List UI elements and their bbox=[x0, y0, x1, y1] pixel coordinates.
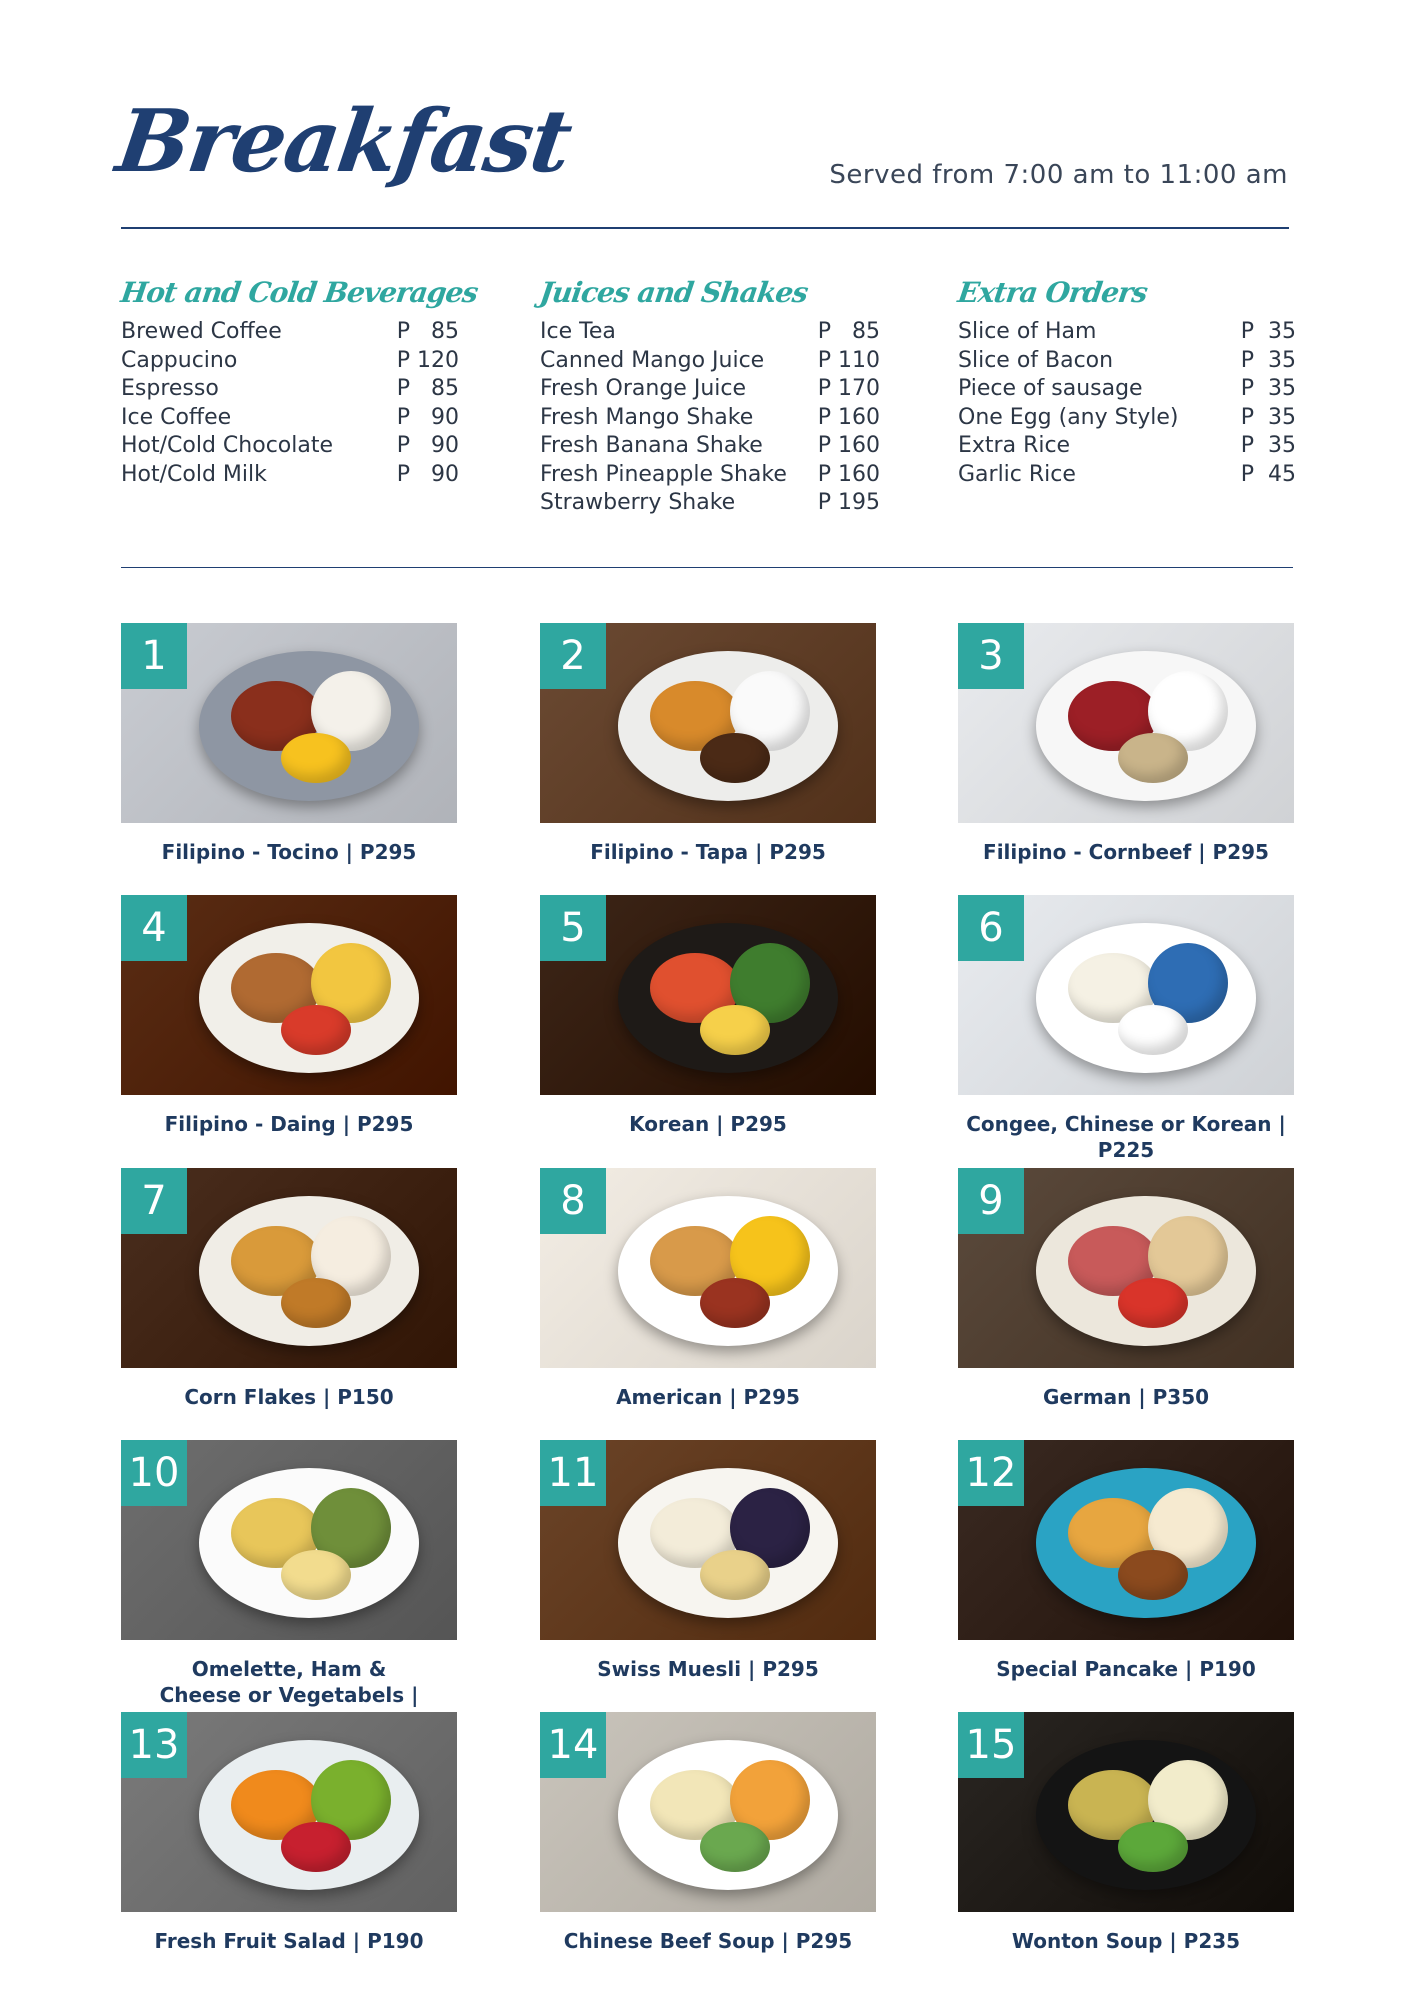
item-price: P 170 bbox=[817, 376, 880, 401]
item-price: P 90 bbox=[396, 461, 459, 487]
price-list-item bbox=[958, 318, 1296, 347]
item-price: P 85 bbox=[396, 376, 459, 401]
dish-number-badge: 8 bbox=[540, 1168, 606, 1234]
price-list-column bbox=[955, 270, 1296, 489]
item-name: Slice of Bacon bbox=[958, 347, 1114, 373]
price-list-item bbox=[121, 404, 459, 433]
item-name: Brewed Coffee bbox=[121, 319, 282, 344]
dish-card bbox=[958, 1168, 1294, 1410]
food-shape bbox=[700, 1278, 770, 1328]
dish-card bbox=[121, 1440, 457, 1734]
price-list-item bbox=[958, 461, 1296, 490]
dish-caption: Filipino - Tocino | P295 bbox=[161, 840, 417, 864]
price-list-item bbox=[121, 375, 459, 404]
dish-caption: Korean | P295 bbox=[629, 1112, 787, 1136]
food-shape bbox=[700, 733, 770, 783]
dish-card bbox=[958, 623, 1294, 865]
dish-card bbox=[121, 1712, 457, 1954]
dish-photo bbox=[121, 1168, 457, 1368]
dish-card bbox=[540, 623, 876, 865]
dish-photo bbox=[540, 623, 876, 823]
dish-card bbox=[958, 1712, 1294, 1954]
price-list-item bbox=[540, 404, 880, 433]
dish-number-badge: 10 bbox=[121, 1440, 187, 1506]
price-list-item bbox=[121, 318, 459, 347]
price-list-item bbox=[540, 375, 880, 404]
dish-caption: Corn Flakes | P150 bbox=[184, 1385, 394, 1409]
item-name: Garlic Rice bbox=[958, 461, 1076, 487]
item-name: One Egg (any Style) bbox=[958, 404, 1179, 430]
dish-card bbox=[121, 1168, 457, 1410]
price-list-item bbox=[958, 432, 1296, 461]
dish-photo bbox=[540, 1168, 876, 1368]
dish-number-badge: 12 bbox=[958, 1440, 1024, 1506]
dish-number-badge: 15 bbox=[958, 1712, 1024, 1778]
item-price: P 45 bbox=[1240, 461, 1296, 487]
dish-photo bbox=[958, 1440, 1294, 1640]
dish-caption: Congee, Chinese or Korean | P225 bbox=[966, 1112, 1286, 1162]
dish-card bbox=[540, 1440, 876, 1682]
dish-caption: Filipino - Tapa | P295 bbox=[590, 840, 826, 864]
price-list-heading: Hot and Cold Beverages bbox=[118, 276, 480, 309]
dish-number-badge: 7 bbox=[121, 1168, 187, 1234]
item-price: P 35 bbox=[1240, 376, 1296, 401]
price-list-item bbox=[121, 347, 459, 376]
food-shape bbox=[700, 1005, 770, 1055]
page-title: Breakfast bbox=[110, 91, 577, 192]
item-price: P 110 bbox=[817, 347, 880, 373]
dish-caption: Filipino - Daing | P295 bbox=[164, 1112, 414, 1136]
dish-caption: Omelette, Ham & Cheese or Vegetabels | bbox=[159, 1657, 419, 1707]
price-list-heading: Juices and Shakes bbox=[537, 276, 810, 309]
price-list-item bbox=[121, 432, 459, 461]
dish-caption: American | P295 bbox=[616, 1385, 800, 1409]
price-list-item bbox=[958, 404, 1296, 433]
dish-number-badge: 11 bbox=[540, 1440, 606, 1506]
dish-card bbox=[121, 623, 457, 865]
dish-photo bbox=[540, 1440, 876, 1640]
dish-caption: Swiss Muesli | P295 bbox=[597, 1657, 819, 1681]
food-shape bbox=[281, 733, 351, 783]
item-price: P 195 bbox=[817, 490, 880, 515]
item-name: Fresh Orange Juice bbox=[540, 376, 747, 401]
dish-number-badge: 2 bbox=[540, 623, 606, 689]
dish-card bbox=[540, 1168, 876, 1410]
dish-photo bbox=[958, 623, 1294, 823]
item-name: Strawberry Shake bbox=[540, 490, 736, 515]
item-price: P 160 bbox=[817, 404, 880, 430]
dish-card bbox=[958, 895, 1294, 1163]
dish-caption: Wonton Soup | P235 bbox=[1011, 1929, 1241, 1953]
dish-photo bbox=[958, 1712, 1294, 1912]
dish-photo bbox=[121, 895, 457, 1095]
item-price: P 120 bbox=[396, 347, 459, 373]
dish-number-badge: 6 bbox=[958, 895, 1024, 961]
header-divider bbox=[121, 227, 1289, 229]
item-name: Canned Mango Juice bbox=[540, 347, 765, 373]
item-name: Ice Coffee bbox=[121, 404, 232, 430]
item-name: Slice of Ham bbox=[958, 319, 1097, 344]
dish-photo bbox=[540, 895, 876, 1095]
dish-caption: Fresh Fruit Salad | P190 bbox=[154, 1929, 424, 1953]
food-shape bbox=[1118, 1550, 1188, 1600]
dish-card bbox=[958, 1440, 1294, 1682]
dish-caption: Special Pancake | P190 bbox=[996, 1657, 1256, 1681]
price-list-item bbox=[540, 432, 880, 461]
food-shape bbox=[1118, 733, 1188, 783]
dish-card bbox=[540, 1712, 876, 1954]
item-name: Hot/Cold Chocolate bbox=[121, 433, 334, 458]
dish-photo bbox=[121, 1712, 457, 1912]
price-list-item bbox=[540, 489, 880, 518]
item-price: P 35 bbox=[1240, 319, 1296, 344]
item-price: P 160 bbox=[817, 461, 880, 487]
item-name: Espresso bbox=[121, 376, 219, 401]
dish-number-badge: 4 bbox=[121, 895, 187, 961]
dish-card bbox=[540, 895, 876, 1137]
item-price: P 90 bbox=[396, 433, 459, 458]
dish-photo bbox=[540, 1712, 876, 1912]
dish-photo bbox=[958, 1168, 1294, 1368]
item-name: Cappucino bbox=[121, 347, 238, 373]
item-name: Fresh Mango Shake bbox=[540, 404, 754, 430]
item-name: Piece of sausage bbox=[958, 376, 1143, 401]
item-name: Fresh Pineapple Shake bbox=[540, 461, 787, 487]
price-list-item bbox=[121, 461, 459, 490]
item-name: Extra Rice bbox=[958, 433, 1071, 458]
item-price: P 85 bbox=[396, 319, 459, 344]
food-shape bbox=[1118, 1278, 1188, 1328]
dish-number-badge: 1 bbox=[121, 623, 187, 689]
dish-number-badge: 13 bbox=[121, 1712, 187, 1778]
food-shape bbox=[281, 1550, 351, 1600]
dish-caption: German | P350 bbox=[1042, 1385, 1210, 1409]
price-list-heading: Extra Orders bbox=[955, 276, 1150, 309]
dish-number-badge: 9 bbox=[958, 1168, 1024, 1234]
item-name: Fresh Banana Shake bbox=[540, 433, 763, 458]
price-list-item bbox=[958, 347, 1296, 376]
price-list-column bbox=[118, 270, 480, 489]
item-price: P 85 bbox=[817, 319, 880, 344]
dish-number-badge: 5 bbox=[540, 895, 606, 961]
price-list-item bbox=[540, 461, 880, 490]
dish-photo bbox=[121, 1440, 457, 1640]
dish-photo bbox=[121, 623, 457, 823]
food-shape bbox=[1118, 1822, 1188, 1872]
dish-caption: Filipino - Cornbeef | P295 bbox=[983, 840, 1269, 864]
food-shape bbox=[700, 1822, 770, 1872]
item-name: Ice Tea bbox=[540, 319, 616, 344]
dish-number-badge: 14 bbox=[540, 1712, 606, 1778]
price-list-item bbox=[540, 347, 880, 376]
item-price: P 35 bbox=[1240, 347, 1296, 373]
price-list-item bbox=[958, 375, 1296, 404]
dish-card bbox=[121, 895, 457, 1137]
item-price: P 90 bbox=[396, 404, 459, 430]
price-list-item bbox=[540, 318, 880, 347]
food-shape bbox=[281, 1822, 351, 1872]
item-price: P 35 bbox=[1240, 404, 1296, 430]
section-divider bbox=[121, 567, 1293, 568]
item-price: P 35 bbox=[1240, 433, 1296, 458]
item-name: Hot/Cold Milk bbox=[121, 461, 267, 487]
food-shape bbox=[281, 1005, 351, 1055]
dish-photo bbox=[958, 895, 1294, 1095]
dish-caption: Chinese Beef Soup | P295 bbox=[563, 1929, 853, 1953]
price-list-column bbox=[537, 270, 880, 518]
dish-number-badge: 3 bbox=[958, 623, 1024, 689]
food-shape bbox=[1118, 1005, 1188, 1055]
food-shape bbox=[281, 1278, 351, 1328]
food-shape bbox=[700, 1550, 770, 1600]
served-hours: Served from 7:00 am to 11:00 am bbox=[829, 160, 1288, 190]
item-price: P 160 bbox=[817, 433, 880, 458]
